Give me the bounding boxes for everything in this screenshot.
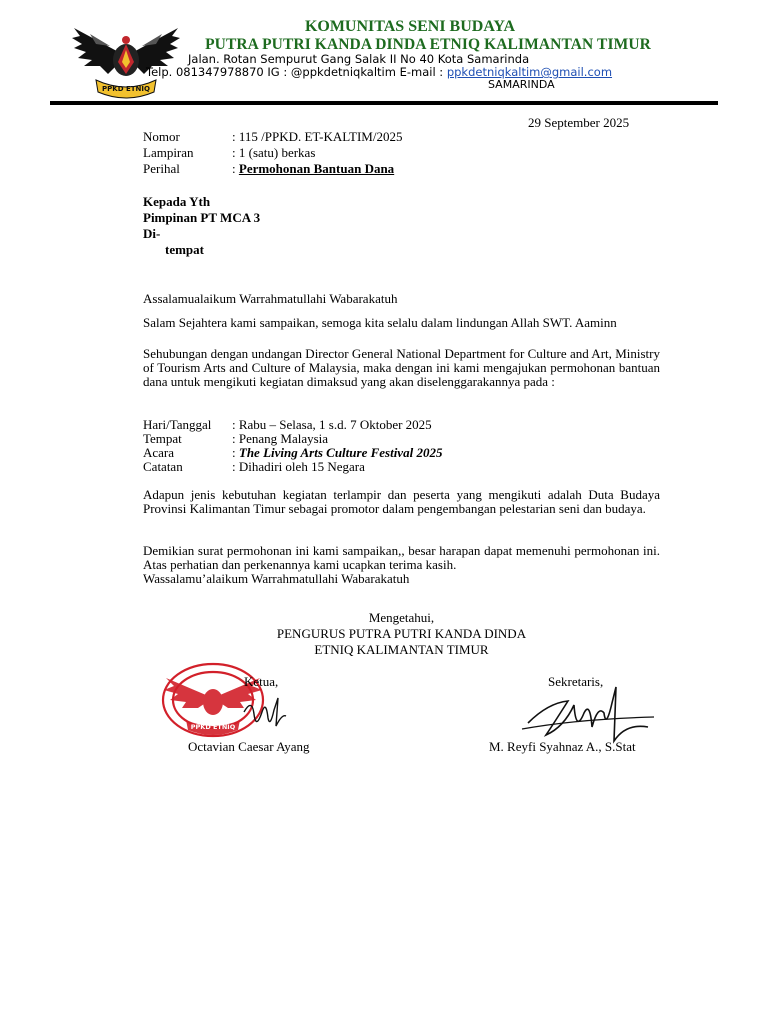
email-link[interactable]: ppkdetniqkaltim@gmail.com xyxy=(446,65,613,79)
signature-right-title: Sekretaris, xyxy=(548,674,604,689)
meta-value: : 1 (satu) berkas xyxy=(232,145,316,160)
letter-date: 29 September 2025 xyxy=(528,115,630,130)
org-address: Jalan. Rotan Sempurut Gang Salak II No 40 Kota Samarinda xyxy=(188,52,530,66)
event-name: The Living Arts Culture Festival 2025 xyxy=(238,445,443,460)
detail-value: : Penang Malaysia xyxy=(232,431,329,446)
meta-row-perihal xyxy=(143,161,394,177)
signature-ketua xyxy=(238,692,288,734)
meta-value: : 115 /PPKD. ET-KALTIM/2025 xyxy=(232,129,403,144)
signature-mengetahui: Mengetahui, xyxy=(368,610,435,625)
meta-key: Perihal xyxy=(143,161,180,176)
paragraph-4: Demikian surat permohonan ini kami sampaikan,, besar harapan dapat memenuhi permohonan ini. Atas perhatian dan perkenannya kami ucapkan terima kasih. xyxy=(143,543,660,572)
paragraph-3: Adapun jenis kebutuhan kegiatan terlampir dan peserta yang mengikuti adalah Duta Budaya Provinsi Kalimantan Timur sebagai promotor dalam pengembangan pelestarian seni dan budaya. xyxy=(143,487,660,516)
recipient-line2: Pimpinan PT MCA 3 xyxy=(143,210,261,225)
closing-salutation: Wassalamu’alaikum Warrahmatullahi Wabarakatuh xyxy=(143,571,410,586)
detail-row-note xyxy=(143,459,365,475)
contact-text: Telp. 081347978870 IG : @ppkdetniqkaltim E-mail : xyxy=(146,65,447,79)
paragraph-1: Salam Sejahtera kami sampaikan, semoga kita selalu dalam lindungan Allah SWT. Aaminn xyxy=(143,315,617,330)
greeting: Assalamualaikum Warrahmatullahi Wabarakatuh xyxy=(143,291,398,306)
recipient-line4: tempat xyxy=(165,242,204,257)
recipient-line3: Di- xyxy=(143,226,161,241)
signature-org-line2: ETNIQ KALIMANTAN TIMUR xyxy=(314,642,489,657)
org-name-line1: KOMUNITAS SENI BUDAYA xyxy=(304,18,516,35)
detail-value: : Rabu – Selasa, 1 s.d. 7 Oktober 2025 xyxy=(232,417,432,432)
meta-sep: : xyxy=(232,161,239,176)
detail-value: : Dihadiri oleh 15 Negara xyxy=(232,459,365,474)
org-contact xyxy=(146,65,612,79)
meta-row-lampiran xyxy=(143,145,315,161)
stamp-text: PPKD ETNIQ xyxy=(190,723,236,731)
detail-key: Hari/Tanggal xyxy=(143,417,212,432)
meta-key: Nomor xyxy=(143,129,180,144)
signature-left-name: Octavian Caesar Ayang xyxy=(188,739,310,754)
signature-left-title: Ketua, xyxy=(244,674,279,689)
meta-key: Lampiran xyxy=(143,145,194,160)
logo-text: PPKD ETNIQ xyxy=(102,85,150,93)
detail-key: Catatan xyxy=(143,459,183,474)
org-city: SAMARINDA xyxy=(488,78,555,91)
org-name-line2: PUTRA PUTRI KANDA DINDA ETNIQ KALIMANTAN TIMUR xyxy=(205,36,651,53)
meta-row-nomor xyxy=(143,129,402,145)
detail-key: Acara xyxy=(143,445,175,460)
subject-value: Permohonan Bantuan Dana xyxy=(238,161,395,176)
detail-key: Tempat xyxy=(143,431,182,446)
letterhead-divider xyxy=(50,101,718,105)
paragraph-2: Sehubungan dengan undangan Director General National Department for Culture and Art, Ministry of Tourism Arts and Culture of Malaysia, maka dengan ini kami mengajukan permohonan bantuan dana untuk mengikuti kegiatan dimaksud yang akan diselenggarakannya pada : xyxy=(143,346,660,389)
recipient-line1: Kepada Yth xyxy=(143,194,211,209)
organization-logo xyxy=(70,16,182,102)
signature-org-line1: PENGURUS PUTRA PUTRI KANDA DINDA xyxy=(276,626,527,641)
signature-right-name: M. Reyfi Syahnaz A., S.Stat xyxy=(489,739,636,754)
detail-sep: : xyxy=(232,445,239,460)
